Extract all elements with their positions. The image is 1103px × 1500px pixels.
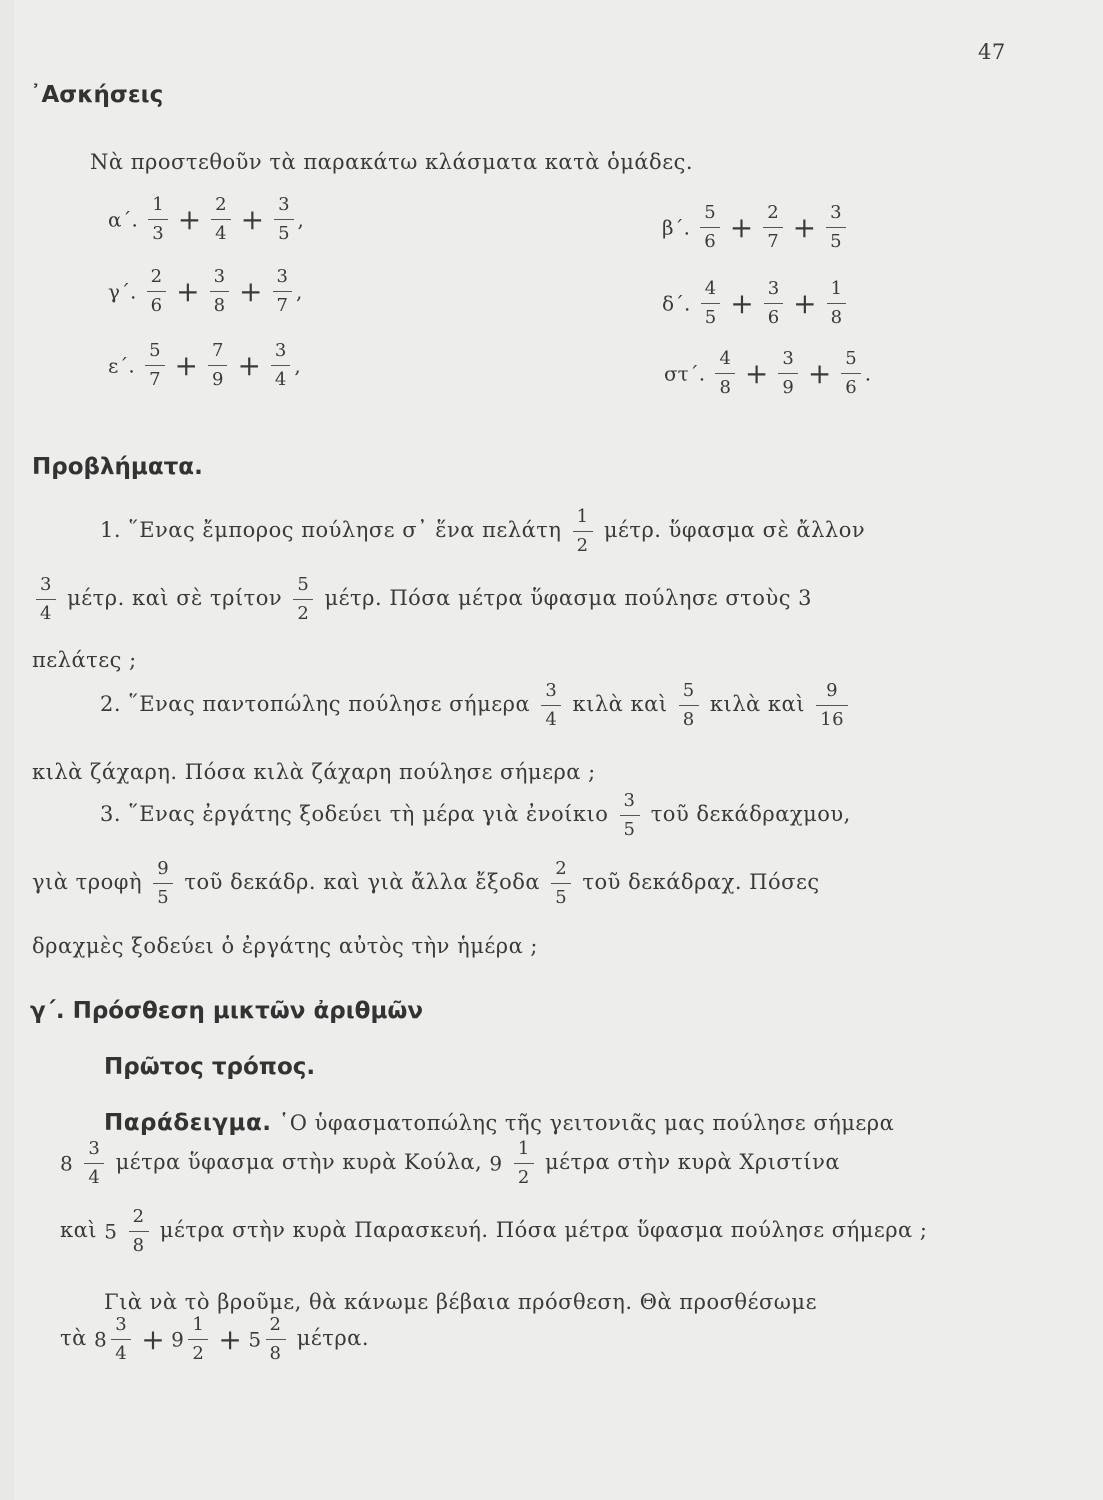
problem-2-line-1: 2. ῞Ενας παντοπώλης πούλησε σήμερα $\frac{3}{4}$ κιλὰ καὶ $\frac{5}{8}$ κιλὰ καὶ $\frac{9}{16}$ (100, 682, 852, 729)
exercise-stigma: στ΄. $\frac{4}{8}$ + $\frac{3}{9}$ + $\frac{5}{6}$ . (664, 348, 872, 398)
exercise-label: δ΄. (662, 291, 691, 316)
fraction: $\frac{3}{5}$ (826, 204, 845, 251)
fraction: $\frac{3}{4}$ (111, 1316, 131, 1363)
exercise-alpha: α΄. $\frac{1}{3}$ + $\frac{2}{4}$ + $\frac{3}{5}$ , (108, 194, 304, 244)
exercises-instruction: Νὰ προστεθοῦν τὰ παρακάτω κλάσματα κατὰ ὁμάδες. (90, 150, 694, 174)
fraction: $\frac{5}{7}$ (145, 342, 164, 389)
fraction: $\frac{1}{3}$ (148, 196, 167, 243)
problem-3-line-3: δραχμὲς ξοδεύει ὁ ἐργάτης αὐτὸς τὴν ἡμέρα ; (32, 934, 539, 958)
fraction: $\frac{5}{6}$ (700, 204, 719, 251)
exercise-beta: β΄. $\frac{5}{6}$ + $\frac{2}{7}$ + $\frac{3}{5}$ (662, 204, 850, 251)
section-c-subtitle: Πρῶτος τρόπος. (104, 1054, 316, 1080)
section-c-heading: γ΄. Πρόσθεση μικτῶν ἀριθμῶν (30, 998, 424, 1024)
fraction: $\frac{2}{7}$ (763, 204, 782, 251)
solution-line-1: Γιὰ νὰ τὸ βροῦμε, θὰ κάνωμε βέβαια πρόσθεση. Θὰ προσθέσωμε (104, 1290, 817, 1314)
exercises-heading: ᾿Ασκήσεις (30, 82, 164, 108)
fraction: $\frac{3}{8}$ (210, 268, 229, 315)
exercise-delta: δ΄. $\frac{4}{5}$ + $\frac{3}{6}$ + $\frac{1}{8}$ (662, 280, 850, 327)
fraction: $\frac{1}{2}$ (514, 1140, 534, 1187)
book-page (14, 0, 1103, 1500)
fraction: $\frac{3}{4}$ (541, 682, 561, 729)
problem-2-line-2: κιλὰ ζάχαρη. Πόσα κιλὰ ζάχαρη πούλησε σήμερα ; (32, 760, 596, 784)
fraction: $\frac{3}{4}$ (271, 342, 290, 389)
solution-line-2: τὰ 8 $\frac{3}{4}$ + 9 $\frac{1}{2}$ + 5 $\frac{2}{8}$ μέτρα. (60, 1314, 370, 1364)
exercise-label: στ΄. (664, 361, 706, 386)
fraction: $\frac{4}{5}$ (701, 280, 720, 327)
example-label: Παράδειγμα. (104, 1110, 272, 1136)
fraction: $\frac{7}{9}$ (208, 342, 227, 389)
fraction: $\frac{3}{4}$ (36, 576, 56, 623)
exercise-epsilon: ε΄. $\frac{5}{7}$ + $\frac{7}{9}$ + $\frac{3}{4}$ , (108, 340, 301, 390)
exercise-label: α΄. (108, 207, 138, 232)
example-line-2: 8 $\frac{3}{4}$ μέτρα ὕφασμα στὴν κυρὰ Κούλα, 9 $\frac{1}{2}$ μέτρα στὴν κυρὰ Χριστίνα (60, 1138, 841, 1188)
fraction: $\frac{1}{2}$ (573, 508, 593, 555)
problem-3-line-1: 3. ῞Ενας ἐργάτης ξοδεύει τὴ μέρα γιὰ ἐνοίκιο $\frac{3}{5}$ τοῦ δεκάδραχμου, (100, 790, 851, 840)
fraction: $\frac{2}{4}$ (211, 196, 230, 243)
page-number: 47 (978, 40, 1006, 64)
fraction: $\frac{3}{9}$ (778, 350, 797, 397)
exercise-label: ε΄. (108, 353, 135, 378)
fraction: $\frac{1}{2}$ (188, 1316, 208, 1363)
fraction: $\frac{5}{6}$ (841, 350, 860, 397)
fraction: $\frac{4}{8}$ (715, 350, 734, 397)
fraction: $\frac{3}{7}$ (273, 268, 292, 315)
fraction: $\frac{3}{5}$ (620, 792, 640, 839)
fraction: $\frac{9}{5}$ (153, 860, 173, 907)
fraction: $\frac{2}{8}$ (129, 1208, 149, 1255)
fraction: $\frac{3}{6}$ (764, 280, 783, 327)
fraction: $\frac{2}{6}$ (147, 268, 166, 315)
fraction: $\frac{3}{4}$ (84, 1140, 104, 1187)
exercise-label: β΄. (662, 215, 690, 240)
problems-heading: Προβλήματα. (32, 454, 203, 480)
problem-3-line-2: γιὰ τροφὴ $\frac{9}{5}$ τοῦ δεκάδρ. καὶ γιὰ ἄλλα ἔξοδα $\frac{2}{5}$ τοῦ δεκάδραχ. Πόσες (32, 858, 820, 908)
example-line-1: Παράδειγμα. ῾Ο ὑφασματοπώλης τῆς γειτονιᾶς μας πούλησε σήμερα (104, 1110, 895, 1136)
exercise-label: γ΄. (108, 279, 137, 304)
problem-1-line-2: $\frac{3}{4}$ μέτρ. καὶ σὲ τρίτον $\frac{5}{2}$ μέτρ. Πόσα μέτρα ὕφασμα πούλησε στοὺς 3 (32, 576, 812, 623)
fraction: $\frac{3}{5}$ (274, 196, 293, 243)
problem-1-line-1: 1. ῞Ενας ἔμπορος πούλησε σ᾿ ἕνα πελάτη $\frac{1}{2}$ μέτρ. ὕφασμα σὲ ἄλλον (100, 506, 866, 556)
fraction: $\frac{9}{16}$ (816, 682, 848, 729)
fraction: $\frac{2}{8}$ (266, 1316, 286, 1363)
fraction: $\frac{2}{5}$ (551, 860, 571, 907)
exercise-gamma: γ΄. $\frac{2}{6}$ + $\frac{3}{8}$ + $\frac{3}{7}$ , (108, 266, 303, 316)
fraction: $\frac{1}{8}$ (827, 280, 846, 327)
example-line-3: καὶ 5 $\frac{2}{8}$ μέτρα στὴν κυρὰ Παρασκευή. Πόσα μέτρα ὕφασμα πούλησε σήμερα ; (60, 1206, 928, 1256)
fraction: $\frac{5}{2}$ (293, 576, 313, 623)
problem-1-line-3: πελάτες ; (32, 648, 137, 672)
fraction: $\frac{5}{8}$ (679, 682, 699, 729)
